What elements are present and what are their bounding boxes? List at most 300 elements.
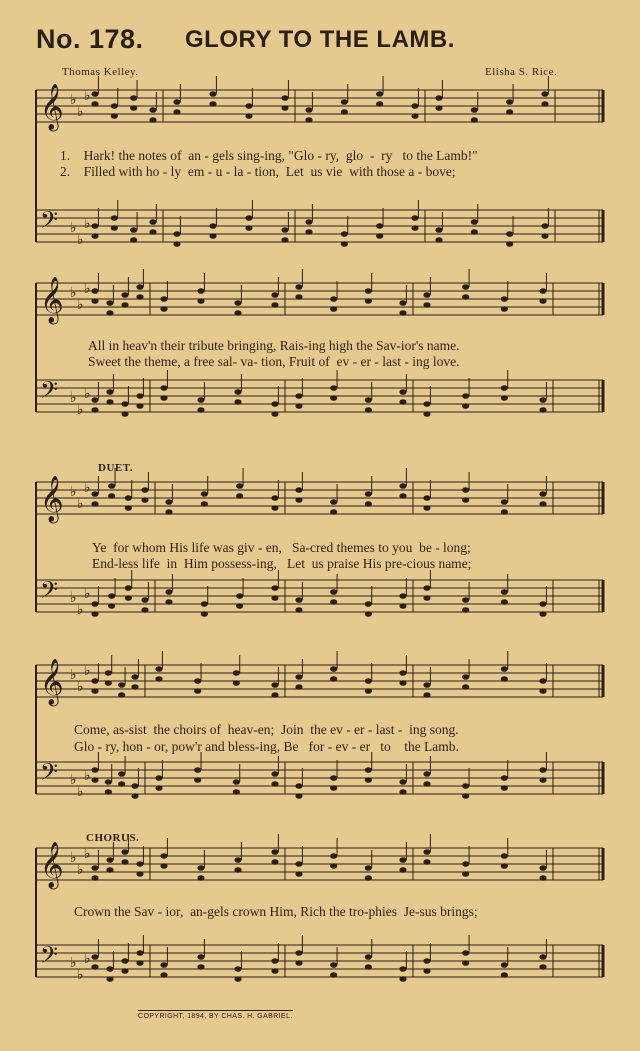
flat-sign-icon: ♭ — [84, 663, 91, 679]
hymn-number: No. 178. — [36, 24, 144, 54]
note-head-icon — [399, 493, 406, 499]
note-head-icon — [541, 233, 548, 239]
note-head-icon — [501, 385, 508, 391]
flat-sign-icon: ♭ — [77, 784, 84, 800]
flat-sign-icon: ♭ — [77, 496, 84, 512]
note-head-icon — [506, 109, 513, 115]
note-head-icon — [234, 966, 241, 972]
flat-sign-icon: ♭ — [70, 484, 77, 500]
note-head-icon — [91, 223, 98, 229]
note-head-icon — [365, 601, 372, 607]
lyric-line: Sweet the theme, a free sal- va- tion, Fruit of ev - er - last - ing love. — [88, 354, 460, 369]
note-head-icon — [399, 857, 406, 863]
note-head-icon — [539, 777, 546, 783]
note-head-icon — [130, 105, 137, 111]
note-head-icon — [501, 785, 508, 791]
note-head-icon — [399, 670, 406, 676]
note-head-icon — [160, 853, 167, 859]
note-head-icon — [423, 682, 430, 688]
note-head-icon — [108, 603, 115, 609]
note-head-icon — [245, 215, 252, 221]
note-head-icon — [173, 231, 180, 237]
note-head-icon — [305, 107, 312, 113]
note-head-icon — [305, 117, 312, 123]
note-head-icon — [462, 294, 469, 300]
note-head-icon — [305, 219, 312, 225]
note-head-icon — [295, 674, 302, 680]
flat-sign-icon: ♭ — [70, 390, 77, 406]
note-head-icon — [539, 407, 546, 413]
note-head-icon — [281, 95, 288, 101]
composer-credit: Elisha S. Rice. — [485, 66, 558, 78]
note-head-icon — [501, 599, 508, 605]
note-head-icon — [136, 393, 143, 399]
note-head-icon — [330, 785, 337, 791]
note-head-icon — [423, 585, 430, 591]
note-head-icon — [399, 389, 406, 395]
note-head-icon — [330, 676, 337, 682]
note-head-icon — [125, 585, 132, 591]
bass-clef-icon: 𝄢 — [40, 941, 59, 974]
note-head-icon — [399, 300, 406, 306]
flat-sign-icon: ♭ — [77, 862, 84, 878]
flat-sign-icon: ♭ — [70, 667, 77, 683]
note-head-icon — [121, 302, 128, 308]
note-head-icon — [141, 487, 148, 493]
note-head-icon — [118, 682, 125, 688]
note-head-icon — [149, 229, 156, 235]
note-head-icon — [539, 611, 546, 617]
note-head-icon — [365, 678, 372, 684]
note-head-icon — [411, 215, 418, 221]
note-head-icon — [201, 491, 208, 497]
flat-sign-icon: ♭ — [77, 602, 84, 618]
note-head-icon — [121, 859, 128, 865]
note-head-icon — [108, 593, 115, 599]
note-head-icon — [201, 501, 208, 507]
note-head-icon — [136, 871, 143, 877]
note-head-icon — [155, 785, 162, 791]
note-head-icon — [131, 684, 138, 690]
flat-sign-icon: ♭ — [70, 92, 77, 108]
note-head-icon — [245, 225, 252, 231]
bass-clef-icon: 𝄢 — [40, 376, 59, 409]
note-head-icon — [330, 499, 337, 505]
note-head-icon — [197, 407, 204, 413]
note-head-icon — [399, 779, 406, 785]
note-head-icon — [539, 767, 546, 773]
note-head-icon — [501, 395, 508, 401]
note-head-icon — [341, 241, 348, 247]
note-head-icon — [295, 783, 302, 789]
flat-sign-icon: ♭ — [70, 220, 77, 236]
note-head-icon — [108, 493, 115, 499]
chorus-label: CHORUS. — [86, 832, 140, 844]
note-head-icon — [295, 950, 302, 956]
note-head-icon — [141, 597, 148, 603]
note-head-icon — [141, 497, 148, 503]
note-head-icon — [91, 101, 98, 107]
note-head-icon — [160, 296, 167, 302]
note-head-icon — [197, 865, 204, 871]
note-head-icon — [501, 853, 508, 859]
note-head-icon — [160, 972, 167, 978]
note-head-icon — [197, 964, 204, 970]
note-head-icon — [471, 229, 478, 235]
note-head-icon — [271, 968, 278, 974]
note-head-icon — [136, 960, 143, 966]
note-head-icon — [91, 501, 98, 507]
note-head-icon — [462, 871, 469, 877]
note-head-icon — [105, 779, 112, 785]
treble-clef-icon: 𝄞 — [40, 277, 64, 323]
note-head-icon — [330, 863, 337, 869]
note-head-icon — [118, 692, 125, 698]
note-head-icon — [462, 684, 469, 690]
treble-clef-icon: 𝄞 — [40, 659, 64, 705]
note-head-icon — [271, 595, 278, 601]
note-head-icon — [197, 875, 204, 881]
note-head-icon — [121, 411, 128, 417]
note-head-icon — [106, 399, 113, 405]
flat-sign-icon: ♭ — [77, 104, 84, 120]
note-head-icon — [295, 497, 302, 503]
note-head-icon — [365, 407, 372, 413]
note-head-icon — [295, 393, 302, 399]
note-head-icon — [330, 306, 337, 312]
note-head-icon — [365, 875, 372, 881]
flat-sign-icon: ♭ — [77, 232, 84, 248]
note-head-icon — [295, 403, 302, 409]
note-head-icon — [462, 783, 469, 789]
note-head-icon — [233, 680, 240, 686]
flat-sign-icon: ♭ — [77, 297, 84, 313]
flat-sign-icon: ♭ — [84, 480, 91, 496]
flat-sign-icon: ♭ — [77, 967, 84, 983]
note-head-icon — [91, 407, 98, 413]
note-head-icon — [271, 692, 278, 698]
note-head-icon — [539, 688, 546, 694]
note-head-icon — [271, 495, 278, 501]
note-head-icon — [197, 298, 204, 304]
note-head-icon — [91, 865, 98, 871]
note-head-icon — [423, 505, 430, 511]
note-head-icon — [539, 491, 546, 497]
note-head-icon — [376, 233, 383, 239]
note-head-icon — [271, 958, 278, 964]
note-head-icon — [411, 103, 418, 109]
note-head-icon — [462, 284, 469, 290]
note-head-icon — [149, 117, 156, 123]
note-head-icon — [155, 666, 162, 672]
note-head-icon — [462, 597, 469, 603]
note-head-icon — [376, 91, 383, 97]
note-head-icon — [118, 781, 125, 787]
note-head-icon — [541, 91, 548, 97]
note-head-icon — [91, 875, 98, 881]
note-head-icon — [462, 607, 469, 613]
note-head-icon — [271, 401, 278, 407]
note-head-icon — [330, 962, 337, 968]
note-head-icon — [141, 607, 148, 613]
note-head-icon — [330, 972, 337, 978]
note-head-icon — [236, 603, 243, 609]
note-head-icon — [271, 411, 278, 417]
note-head-icon — [197, 397, 204, 403]
note-head-icon — [160, 385, 167, 391]
note-head-icon — [111, 215, 118, 221]
note-head-icon — [234, 857, 241, 863]
note-head-icon — [105, 680, 112, 686]
note-head-icon — [330, 589, 337, 595]
lyric-line: All in heav'n their tribute bringing, Rais-ing high the Sav-ior's name. — [88, 338, 460, 353]
flat-sign-icon: ♭ — [77, 402, 84, 418]
note-head-icon — [106, 310, 113, 316]
note-head-icon — [435, 105, 442, 111]
flat-sign-icon: ♭ — [70, 772, 77, 788]
note-head-icon — [462, 497, 469, 503]
copyright-notice: COPYRIGHT, 1894, BY CHAS. H. GABRIEL. — [138, 1010, 293, 1020]
note-head-icon — [234, 867, 241, 873]
note-head-icon — [106, 300, 113, 306]
note-head-icon — [173, 99, 180, 105]
note-head-icon — [236, 483, 243, 489]
note-head-icon — [271, 771, 278, 777]
note-head-icon — [399, 867, 406, 873]
note-head-icon — [295, 960, 302, 966]
note-head-icon — [125, 595, 132, 601]
note-head-icon — [341, 231, 348, 237]
note-head-icon — [365, 964, 372, 970]
note-head-icon — [399, 593, 406, 599]
bass-clef-icon: 𝄢 — [40, 576, 59, 609]
note-head-icon — [506, 241, 513, 247]
note-head-icon — [160, 962, 167, 968]
lyric-line: 1. Hark! the notes of an - gels sing-ing, "Glo - ry, glo - ry to the Lamb!" — [60, 148, 478, 163]
note-head-icon — [541, 223, 548, 229]
note-head-icon — [330, 666, 337, 672]
note-head-icon — [501, 676, 508, 682]
note-head-icon — [194, 688, 201, 694]
note-head-icon — [539, 298, 546, 304]
note-head-icon — [330, 395, 337, 401]
note-head-icon — [305, 229, 312, 235]
note-head-icon — [399, 976, 406, 982]
note-head-icon — [209, 91, 216, 97]
note-head-icon — [423, 302, 430, 308]
treble-clef-icon: 𝄞 — [40, 842, 64, 888]
note-head-icon — [271, 585, 278, 591]
note-head-icon — [91, 964, 98, 970]
note-head-icon — [330, 509, 337, 515]
note-head-icon — [539, 678, 546, 684]
note-head-icon — [411, 113, 418, 119]
note-head-icon — [234, 399, 241, 405]
note-head-icon — [131, 793, 138, 799]
note-head-icon — [462, 403, 469, 409]
note-head-icon — [131, 783, 138, 789]
note-head-icon — [271, 292, 278, 298]
note-head-icon — [173, 109, 180, 115]
note-head-icon — [399, 603, 406, 609]
note-head-icon — [330, 853, 337, 859]
note-head-icon — [160, 306, 167, 312]
note-head-icon — [209, 233, 216, 239]
note-head-icon — [365, 767, 372, 773]
note-head-icon — [131, 674, 138, 680]
note-head-icon — [201, 611, 208, 617]
note-head-icon — [121, 849, 128, 855]
note-head-icon — [539, 601, 546, 607]
note-head-icon — [234, 310, 241, 316]
note-head-icon — [423, 968, 430, 974]
note-head-icon — [136, 861, 143, 867]
note-head-icon — [501, 863, 508, 869]
duet-label: DUET. — [98, 462, 133, 474]
note-head-icon — [501, 775, 508, 781]
note-head-icon — [295, 871, 302, 877]
note-head-icon — [462, 861, 469, 867]
note-head-icon — [91, 298, 98, 304]
note-head-icon — [197, 954, 204, 960]
note-head-icon — [541, 101, 548, 107]
note-head-icon — [130, 237, 137, 243]
note-head-icon — [91, 233, 98, 239]
note-head-icon — [501, 499, 508, 505]
note-head-icon — [111, 103, 118, 109]
note-head-icon — [539, 964, 546, 970]
note-head-icon — [121, 968, 128, 974]
note-head-icon — [365, 688, 372, 694]
note-head-icon — [462, 393, 469, 399]
hymn-title: GLORY TO THE LAMB. — [185, 26, 455, 53]
note-head-icon — [376, 101, 383, 107]
note-head-icon — [111, 113, 118, 119]
note-head-icon — [423, 859, 430, 865]
note-head-icon — [91, 611, 98, 617]
note-head-icon — [91, 767, 98, 773]
note-head-icon — [330, 296, 337, 302]
flat-sign-icon: ♭ — [84, 846, 91, 862]
note-head-icon — [130, 227, 137, 233]
note-head-icon — [149, 107, 156, 113]
lyric-line: End-less life in Him possess-ing, Let us praise His pre-cious name; — [92, 556, 472, 571]
note-head-icon — [423, 292, 430, 298]
note-head-icon — [471, 219, 478, 225]
note-head-icon — [233, 670, 240, 676]
lyric-line: Glo - ry, hon - or, pow'r and bless-ing, Be for - ev - er to the Lamb. — [74, 739, 459, 754]
note-head-icon — [91, 91, 98, 97]
note-head-icon — [91, 288, 98, 294]
note-head-icon — [136, 950, 143, 956]
note-head-icon — [501, 666, 508, 672]
note-head-icon — [194, 777, 201, 783]
note-head-icon — [462, 487, 469, 493]
note-head-icon — [234, 300, 241, 306]
note-head-icon — [118, 771, 125, 777]
note-head-icon — [501, 962, 508, 968]
note-head-icon — [365, 298, 372, 304]
note-head-icon — [501, 589, 508, 595]
author-credit: Thomas Kelley. — [62, 66, 139, 78]
note-head-icon — [194, 678, 201, 684]
note-head-icon — [121, 958, 128, 964]
note-head-icon — [295, 793, 302, 799]
note-head-icon — [108, 483, 115, 489]
note-head-icon — [365, 501, 372, 507]
note-head-icon — [160, 395, 167, 401]
note-head-icon — [435, 95, 442, 101]
note-head-icon — [423, 411, 430, 417]
flat-sign-icon: ♭ — [84, 586, 91, 602]
note-head-icon — [539, 397, 546, 403]
note-head-icon — [295, 861, 302, 867]
note-head-icon — [423, 781, 430, 787]
flat-sign-icon: ♭ — [84, 386, 91, 402]
note-head-icon — [399, 680, 406, 686]
flat-sign-icon: ♭ — [70, 590, 77, 606]
note-head-icon — [462, 674, 469, 680]
note-head-icon — [233, 779, 240, 785]
note-head-icon — [111, 225, 118, 231]
note-head-icon — [411, 225, 418, 231]
note-head-icon — [341, 99, 348, 105]
note-head-icon — [341, 109, 348, 115]
note-head-icon — [197, 288, 204, 294]
note-head-icon — [271, 682, 278, 688]
note-head-icon — [295, 684, 302, 690]
note-head-icon — [423, 958, 430, 964]
note-head-icon — [91, 688, 98, 694]
note-head-icon — [165, 499, 172, 505]
note-head-icon — [399, 399, 406, 405]
note-head-icon — [501, 306, 508, 312]
note-head-icon — [125, 495, 132, 501]
note-head-icon — [91, 777, 98, 783]
flat-sign-icon: ♭ — [84, 216, 91, 232]
note-head-icon — [281, 227, 288, 233]
note-head-icon — [423, 692, 430, 698]
note-head-icon — [271, 849, 278, 855]
note-head-icon — [365, 288, 372, 294]
note-head-icon — [330, 385, 337, 391]
lyric-line: Come, as-sist the choirs of heav-en; Join the ev - er - last - ing song. — [74, 722, 459, 737]
note-head-icon — [106, 867, 113, 873]
note-head-icon — [399, 789, 406, 795]
note-head-icon — [234, 976, 241, 982]
note-head-icon — [295, 607, 302, 613]
note-head-icon — [173, 241, 180, 247]
note-head-icon — [105, 789, 112, 795]
note-head-icon — [245, 113, 252, 119]
note-head-icon — [105, 670, 112, 676]
note-head-icon — [106, 966, 113, 972]
note-head-icon — [501, 509, 508, 515]
note-head-icon — [423, 849, 430, 855]
note-head-icon — [234, 389, 241, 395]
note-head-icon — [209, 101, 216, 107]
note-head-icon — [399, 310, 406, 316]
note-head-icon — [136, 284, 143, 290]
note-head-icon — [155, 775, 162, 781]
note-head-icon — [91, 678, 98, 684]
note-head-icon — [245, 103, 252, 109]
note-head-icon — [539, 501, 546, 507]
note-head-icon — [209, 223, 216, 229]
note-head-icon — [106, 389, 113, 395]
note-head-icon — [121, 292, 128, 298]
note-head-icon — [106, 976, 113, 982]
